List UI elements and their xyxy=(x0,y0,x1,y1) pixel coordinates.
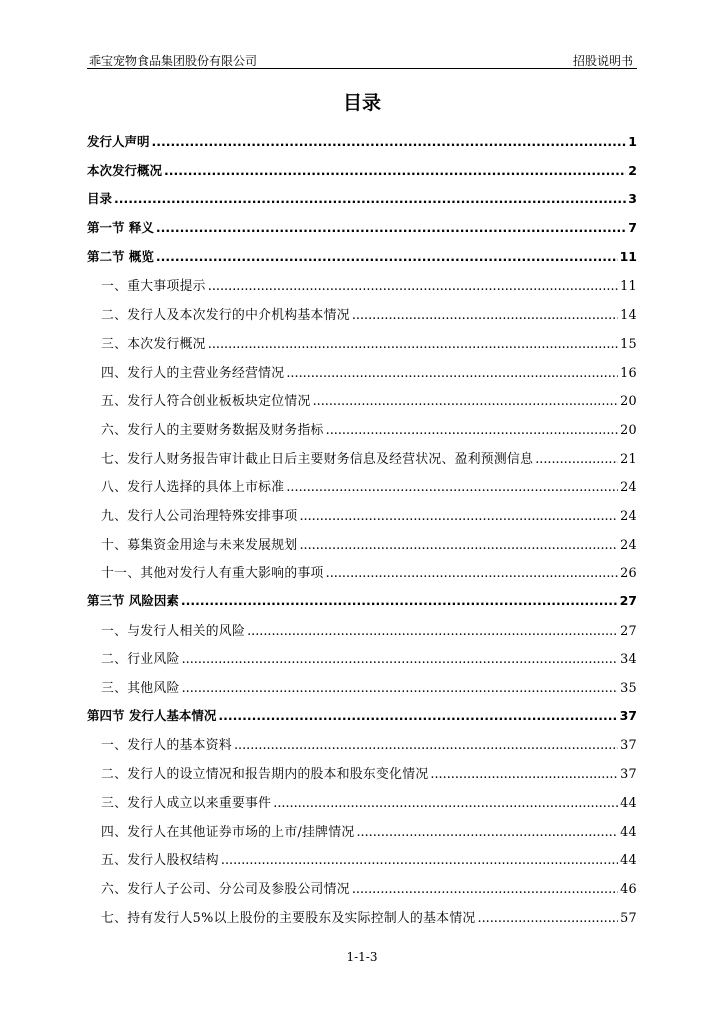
page-header xyxy=(87,50,637,68)
toc-entry-label: 九、发行人公司治理特殊安排事项 xyxy=(101,508,298,524)
toc-entry-page: 37 xyxy=(620,738,637,754)
toc-entry-page: 11 xyxy=(620,279,637,295)
toc-entry-page: 24 xyxy=(620,508,637,524)
toc-entry-label: 五、发行人符合创业板板块定位情况 xyxy=(101,394,311,410)
toc-entry-page: 35 xyxy=(620,681,637,697)
toc-leader-dots xyxy=(218,708,617,723)
toc-leader-dots xyxy=(313,394,619,409)
toc-entry[interactable] xyxy=(87,734,637,763)
toc-entry-label: 三、发行人成立以来重要事件 xyxy=(101,795,272,811)
toc-entry-page: 27 xyxy=(620,623,637,639)
toc-leader-dots xyxy=(326,423,618,438)
toc-leader-dots xyxy=(326,566,618,581)
toc-entry-label: 第一节 释义 xyxy=(87,220,154,236)
toc-entry-page: 24 xyxy=(620,537,637,553)
toc-entry-page: 11 xyxy=(619,248,637,264)
toc-leader-dots xyxy=(182,652,619,667)
toc-entry-page: 20 xyxy=(620,394,637,410)
toc-entry-page: 37 xyxy=(620,767,637,783)
toc-entry-label: 二、行业风险 xyxy=(101,652,180,668)
toc-leader-dots xyxy=(152,134,627,149)
toc-entry[interactable] xyxy=(87,189,637,218)
toc-entry-label: 二、发行人及本次发行的中介机构基本情况 xyxy=(101,308,350,324)
toc-entry-page: 26 xyxy=(620,566,637,582)
toc-leader-dots xyxy=(182,681,619,696)
toc-entry[interactable] xyxy=(87,821,637,850)
toc-entry-label: 第三节 风险因素 xyxy=(87,593,179,608)
toc-entry-label: 目录 xyxy=(87,191,113,207)
toc-leader-dots xyxy=(286,366,618,381)
toc-entry-label: 第二节 概览 xyxy=(87,248,154,264)
toc-entry-page: 44 xyxy=(620,824,637,840)
toc-entry-label: 六、发行人的主要财务数据及财务指标 xyxy=(101,422,324,438)
toc-leader-dots xyxy=(164,163,626,178)
toc-entry-label: 七、发行人财务报告审计截止日后主要财务信息及经营状况、盈利预测信息 xyxy=(101,451,534,467)
toc-leader-dots xyxy=(356,825,618,840)
toc-leader-dots xyxy=(478,911,619,926)
table-of-contents xyxy=(87,132,637,935)
toc-entry[interactable] xyxy=(87,132,637,161)
toc-leader-dots xyxy=(430,767,618,782)
toc-entry-label: 二、发行人的设立情况和报告期内的股本和股东变化情况 xyxy=(101,767,429,783)
toc-entry-page: 14 xyxy=(620,308,637,324)
toc-leader-dots xyxy=(234,738,618,753)
toc-leader-dots xyxy=(156,220,626,235)
toc-entry-label: 本次发行概况 xyxy=(87,162,163,178)
toc-entry[interactable] xyxy=(87,849,637,878)
toc-entry[interactable] xyxy=(87,476,637,505)
toc-entry[interactable] xyxy=(87,419,637,448)
toc-entry[interactable] xyxy=(87,620,637,649)
toc-entry[interactable] xyxy=(87,534,637,563)
toc-leader-dots xyxy=(286,480,618,495)
toc-entry[interactable] xyxy=(87,304,637,333)
toc-leader-dots xyxy=(299,538,618,553)
toc-entry[interactable] xyxy=(87,390,637,419)
toc-entry-page: 24 xyxy=(620,480,637,496)
toc-entry[interactable] xyxy=(87,562,637,591)
toc-entry-label: 一、发行人的基本资料 xyxy=(101,738,232,754)
toc-leader-dots xyxy=(535,452,618,467)
toc-leader-dots xyxy=(273,796,618,811)
toc-leader-dots xyxy=(208,279,618,294)
toc-leader-dots xyxy=(181,593,618,608)
toc-entry-label: 发行人声明 xyxy=(87,134,150,149)
toc-entry[interactable] xyxy=(87,591,637,620)
toc-entry-label: 六、发行人子公司、分公司及参股公司情况 xyxy=(101,881,350,897)
toc-entry-page: 7 xyxy=(628,220,637,236)
toc-entry[interactable] xyxy=(87,706,637,735)
toc-leader-dots xyxy=(114,191,626,206)
toc-entry-label: 七、持有发行人5%以上股份的主要股东及实际控制人的基本情况 xyxy=(101,910,476,926)
header-document-type: 招股说明书 xyxy=(572,54,633,68)
toc-entry-page: 57 xyxy=(620,910,637,926)
toc-entry-label: 八、发行人选择的具体上市标准 xyxy=(101,480,285,496)
header-divider xyxy=(87,68,637,69)
toc-entry-label: 五、发行人股权结构 xyxy=(101,853,219,869)
toc-entry[interactable] xyxy=(87,907,637,936)
toc-entry-page: 16 xyxy=(620,365,637,381)
toc-entry-label: 十、募集资金用途与未来发展规划 xyxy=(101,537,298,553)
toc-entry[interactable] xyxy=(87,763,637,792)
toc-entry-page: 1 xyxy=(628,134,637,149)
toc-leader-dots xyxy=(299,509,618,524)
toc-entry-label: 三、本次发行概况 xyxy=(101,336,206,352)
toc-leader-dots xyxy=(156,249,618,264)
toc-entry-page: 46 xyxy=(620,881,637,897)
header-company-name: 乖宝宠物食品集团股份有限公司 xyxy=(89,54,258,68)
toc-entry[interactable] xyxy=(87,275,637,304)
toc-entry-label: 四、发行人在其他证券市场的上市/挂牌情况 xyxy=(101,824,355,840)
toc-entry[interactable] xyxy=(87,448,637,477)
toc-entry[interactable] xyxy=(87,362,637,391)
toc-entry[interactable] xyxy=(87,648,637,677)
toc-entry[interactable] xyxy=(87,505,637,534)
toc-entry-label: 一、与发行人相关的风险 xyxy=(101,623,246,639)
toc-leader-dots xyxy=(221,853,618,868)
toc-entry-page: 3 xyxy=(628,191,637,207)
toc-leader-dots xyxy=(247,624,618,639)
toc-entry-page: 20 xyxy=(620,422,637,438)
page-number: 1-1-3 xyxy=(346,950,378,964)
toc-entry[interactable] xyxy=(87,161,637,190)
toc-entry-label: 四、发行人的主营业务经营情况 xyxy=(101,365,285,381)
toc-entry[interactable] xyxy=(87,333,637,362)
toc-entry[interactable] xyxy=(87,677,637,706)
toc-entry[interactable] xyxy=(87,878,637,907)
toc-leader-dots xyxy=(208,337,618,352)
toc-entry-page: 34 xyxy=(620,652,637,668)
toc-entry[interactable] xyxy=(87,247,637,276)
toc-entry-label: 一、重大事项提示 xyxy=(101,279,206,295)
toc-entry-page: 27 xyxy=(619,593,637,608)
toc-entry-label: 第四节 发行人基本情况 xyxy=(87,707,217,723)
toc-entry-page: 37 xyxy=(619,707,637,723)
toc-entry-page: 2 xyxy=(628,162,637,178)
toc-entry[interactable] xyxy=(87,792,637,821)
toc-entry-page: 21 xyxy=(620,451,637,467)
toc-leader-dots xyxy=(352,308,618,323)
toc-entry-page: 44 xyxy=(620,853,637,869)
toc-entry-label: 三、其他风险 xyxy=(101,681,180,697)
page-title: 目录 xyxy=(342,92,381,114)
toc-entry-page: 15 xyxy=(620,336,637,352)
toc-entry-page: 44 xyxy=(620,795,637,811)
toc-entry[interactable] xyxy=(87,218,637,247)
toc-entry-label: 十一、其他对发行人有重大影响的事项 xyxy=(101,566,324,582)
toc-leader-dots xyxy=(352,882,618,897)
